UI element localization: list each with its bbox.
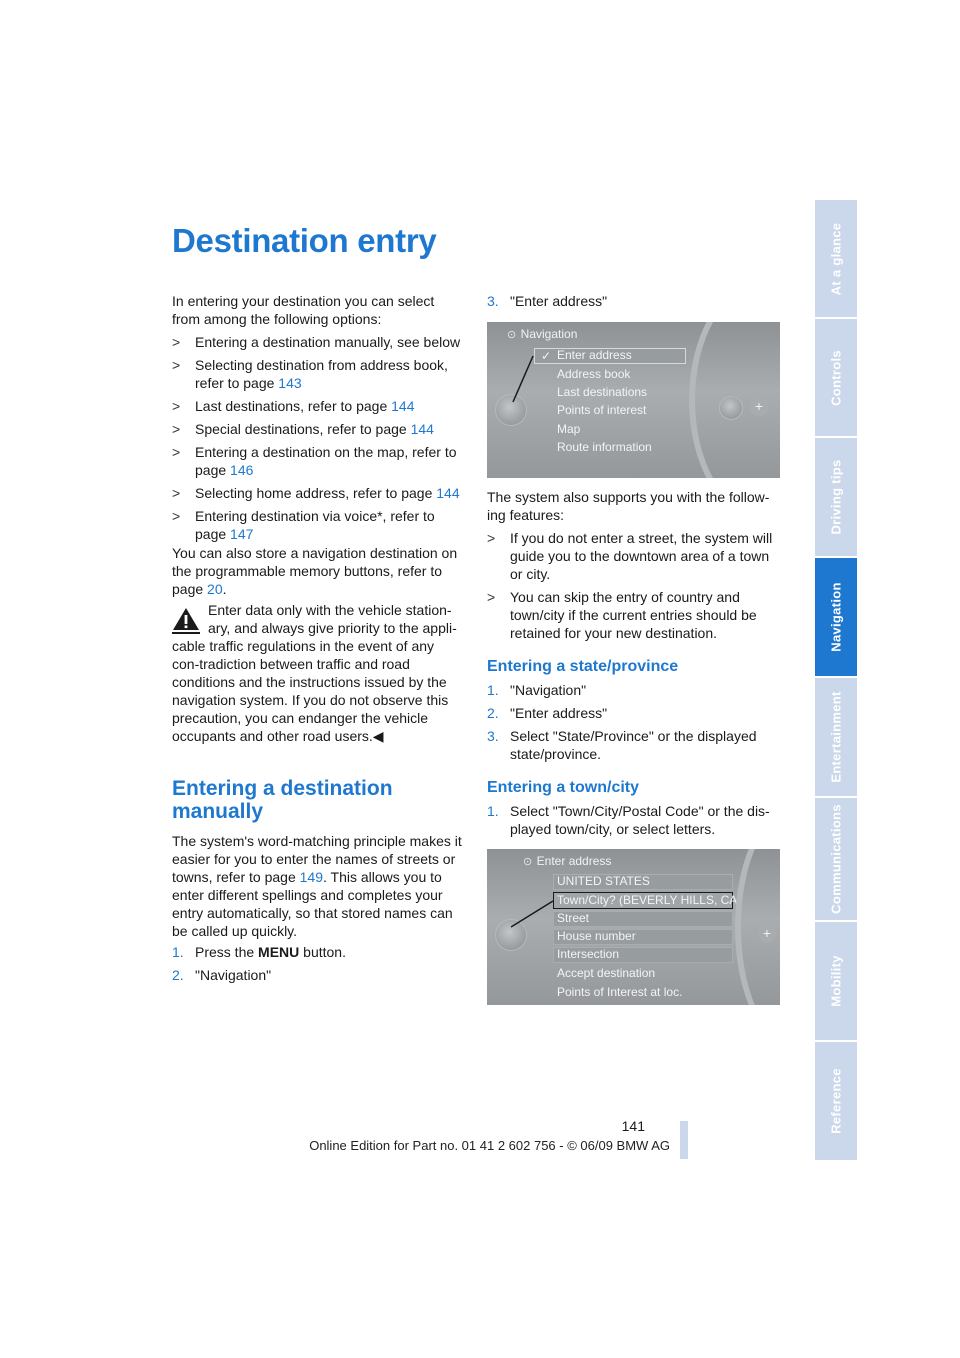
- map-knob: [719, 396, 743, 420]
- list-item: 2. "Navigation": [172, 967, 272, 983]
- checkmark-icon: ✓: [541, 349, 552, 363]
- steps-list: [172, 943, 464, 984]
- tab-controls[interactable]: Controls: [815, 317, 857, 436]
- field-town-city[interactable]: Town/City? (BEVERLY HILLS, CA): [553, 892, 733, 909]
- list-item: 3. "Enter address": [487, 293, 608, 309]
- list-item: > Entering a destination on the map, refer to page 146: [172, 444, 457, 478]
- field-intersection[interactable]: Intersection: [553, 947, 733, 963]
- step-3: [487, 292, 780, 310]
- page-link[interactable]: 147: [230, 526, 254, 542]
- field-street[interactable]: Street: [553, 911, 733, 927]
- enter-address-title: ⊙ Enter address: [523, 854, 612, 868]
- tab-communications[interactable]: Communications: [815, 796, 857, 920]
- options-list: [172, 333, 464, 543]
- list-item: > Entering destination via voice*, refer to page 147: [172, 508, 435, 542]
- section-heading-manual: Entering a destination manually: [172, 777, 393, 823]
- menu-item-enter-address[interactable]: ✓ Enter address: [534, 348, 686, 364]
- menu-item-map[interactable]: Map: [557, 422, 581, 436]
- memory-buttons-text: You can also store a navigation destination on the programmable memory buttons, refer to page 20.: [172, 545, 458, 597]
- list-item: > Last destinations, refer to page 144: [172, 398, 415, 414]
- list-item: 3. Select "State/Province" or the displayed state/province.: [487, 728, 757, 762]
- section-heading-town: Entering a town/city: [487, 779, 640, 796]
- list-item: > If you do not enter a street, the system will guide you to the downtown area of a town or city.: [487, 530, 773, 582]
- end-mark: ◀: [372, 728, 384, 744]
- page-link[interactable]: 144: [436, 485, 460, 501]
- tab-at-a-glance[interactable]: At a glance: [815, 198, 857, 317]
- menu-item-last-destinations[interactable]: Last destinations: [557, 385, 648, 399]
- page-number: 141: [621, 1118, 645, 1134]
- list-item: > Entering a destination manually, see below: [172, 334, 461, 350]
- list-item: 1. Press the MENU button.: [172, 944, 346, 960]
- plus-icon: +: [750, 398, 768, 416]
- list-item: > You can skip the entry of country and town/city if the current entries should be retained for your new destination.: [487, 589, 757, 641]
- tab-entertainment[interactable]: Entertainment: [815, 676, 857, 796]
- tab-mobility[interactable]: Mobility: [815, 920, 857, 1040]
- intro-text: In entering your destination you can select from among the following options:: [172, 293, 435, 327]
- list-item: > Selecting destination from address book, refer to page 143: [172, 357, 448, 391]
- features-list: [487, 529, 780, 642]
- page-link[interactable]: 149: [299, 869, 323, 885]
- enter-address-screen: [487, 849, 780, 1005]
- compass-icon: ⊙: [507, 329, 517, 341]
- field-country[interactable]: UNITED STATES: [553, 874, 733, 890]
- town-steps: [487, 802, 780, 838]
- section-heading-state: Entering a state/province: [487, 658, 679, 675]
- list-item: > Special destinations, refer to page 144: [172, 421, 434, 437]
- page-link[interactable]: 144: [391, 398, 415, 414]
- navigation-screen: [487, 322, 780, 478]
- page-marker-bar: [680, 1121, 688, 1159]
- warning-icon: [172, 606, 200, 634]
- list-item: 1. "Navigation": [487, 682, 587, 698]
- footer-text: Online Edition for Part no. 01 41 2 602 756 - © 06/09 BMW AG: [309, 1138, 670, 1153]
- warning-text: cable traffic regulations in the event of any con-tradiction between traffic and road conditions and the instructions issued by the navigation system. If you do not observe this precaution, you can endanger the vehicle occupants and other road users.◀: [172, 638, 449, 744]
- word-matching-text: The system's word-matching principle makes it easier for you to enter the names of streets or towns, refer to page 149. This allows you to enter different spellings and completes your entry automatically, so that stored names can be called up quickly.: [172, 833, 462, 939]
- plus-icon: +: [758, 925, 776, 943]
- state-steps: [487, 681, 780, 763]
- list-item: > Selecting home address, refer to page 144: [172, 485, 460, 501]
- features-text: The system also supports you with the follow-ing features:: [487, 489, 770, 523]
- page-link[interactable]: 143: [278, 375, 302, 391]
- field-house-number[interactable]: House number: [553, 929, 733, 945]
- compass-icon: ⊙: [523, 856, 533, 868]
- list-item: 1. Select "Town/City/Postal Code" or the dis-played town/city, or select letters.: [487, 803, 770, 837]
- points-of-interest-at-location-item[interactable]: Points of Interest at loc.: [557, 985, 683, 999]
- accept-destination-item[interactable]: Accept destination: [557, 966, 656, 980]
- menu-item-address-book[interactable]: Address book: [557, 367, 631, 381]
- page-title: Destination entry: [172, 222, 437, 259]
- warning-text-first: Enter data only with the vehicle station-ary, and always give priority to the appli-: [208, 602, 457, 636]
- tab-reference[interactable]: Reference: [815, 1040, 857, 1160]
- page-link[interactable]: 146: [230, 462, 254, 478]
- page-link[interactable]: 144: [410, 421, 434, 437]
- page-link[interactable]: 20: [207, 581, 223, 597]
- navigation-title: ⊙ Navigation: [507, 327, 578, 341]
- menu-item-route-information[interactable]: Route information: [557, 440, 652, 454]
- tab-driving-tips[interactable]: Driving tips: [815, 436, 857, 556]
- list-item: 2. "Enter address": [487, 705, 608, 721]
- tab-navigation[interactable]: Navigation: [815, 556, 857, 676]
- menu-key: MENU: [258, 944, 300, 960]
- menu-item-points-of-interest[interactable]: Points of interest: [557, 403, 647, 417]
